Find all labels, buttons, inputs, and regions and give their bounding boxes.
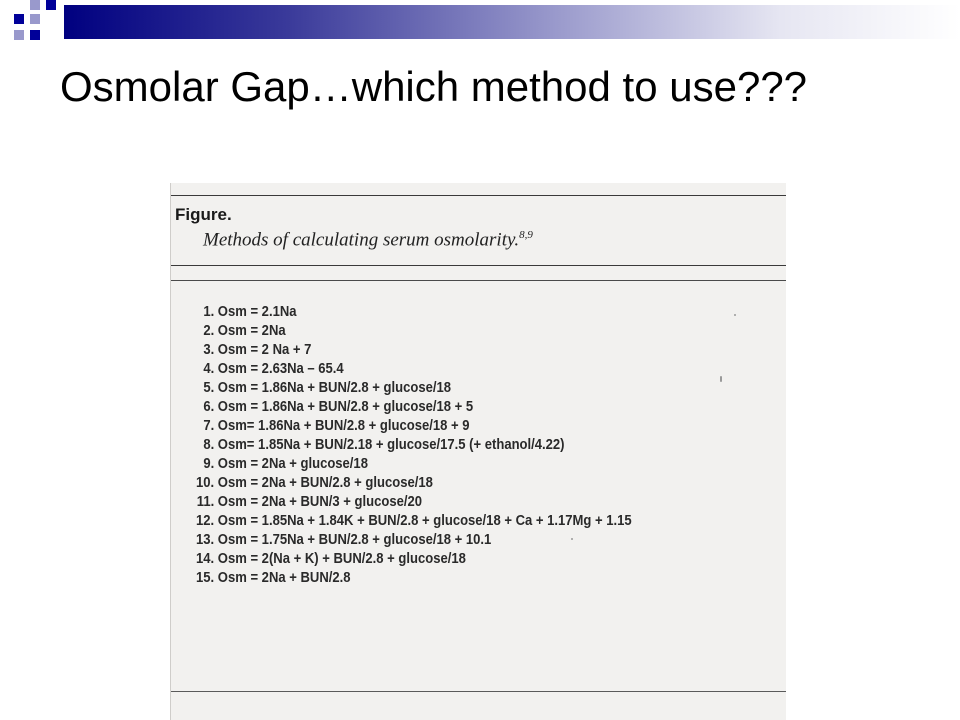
formula-text: Osm = 2(Na + K) + BUN/2.8 + glucose/18 [217,551,466,567]
decoration-square [30,0,40,10]
formula-item [189,417,632,436]
figure-label: Figure. [175,205,232,224]
figure-header-rule [171,265,786,266]
formula-text: Osm = 1.75Na + BUN/2.8 + glucose/18 + 10.1 [217,532,492,548]
formula-item [189,303,632,322]
formula-number: 2. [203,323,215,339]
formula-number: 11. [196,494,215,510]
formula-text: Osm = 2 Na + 7 [217,342,312,358]
figure-header-rule-lower [171,280,786,281]
formula-text: Osm = 2.1Na [217,304,297,320]
formula-text: Osm = 2Na + BUN/2.8 [217,570,351,586]
figure-caption-references: 8,9 [519,229,533,241]
formula-item [189,398,632,417]
formula-number: 7. [203,418,215,434]
formula-text: Osm= 1.86Na + BUN/2.8 + glucose/18 + 9 [217,418,470,434]
formula-item [189,322,632,341]
formula-item [189,512,632,531]
formula-item [189,341,632,360]
formula-number: 12. [196,513,215,529]
formula-text: Osm = 2Na + BUN/3 + glucose/20 [217,494,422,510]
figure-scan-image [170,183,786,720]
figure-bottom-rule [171,691,786,692]
formula-number: 10. [196,475,215,491]
formula-text: Osm = 2Na [217,323,286,339]
formula-text: Osm = 2Na + glucose/18 [217,456,368,472]
title-gradient-bar [64,5,960,39]
figure-caption-text: Methods of calculating serum osmolarity. [203,229,520,251]
formula-number: 13. [196,532,215,548]
figure-top-rule [171,195,786,196]
decoration-square [30,14,40,24]
formula-number: 14. [196,551,215,567]
formula-list [189,303,681,588]
formula-number: 6. [203,399,215,415]
formula-item [189,569,632,588]
formula-number: 5. [203,380,215,396]
decoration-square [14,14,24,24]
slide-title: Osmolar Gap…which method to use??? [60,63,808,110]
formula-text: Osm = 1.86Na + BUN/2.8 + glucose/18 [217,380,452,396]
decoration-square [46,0,56,10]
figure-caption [203,229,533,251]
formula-item [189,493,632,512]
scan-speck [720,376,722,382]
formula-item [189,436,632,455]
formula-text: Osm = 2Na + BUN/2.8 + glucose/18 [217,475,433,491]
formula-text: Osm = 1.85Na + 1.84K + BUN/2.8 + glucose/18 + Ca + 1.17Mg + 1.15 [217,513,632,529]
formula-number: 4. [203,361,215,377]
title-decoration-bar [0,0,960,50]
formula-text: Osm = 1.86Na + BUN/2.8 + glucose/18 + 5 [217,399,474,415]
scan-speck [734,314,736,316]
formula-item [189,531,632,550]
formula-number: 9. [203,456,215,472]
formula-number: 3. [203,342,215,358]
formula-item [189,360,632,379]
formula-text: Osm= 1.85Na + BUN/2.18 + glucose/17.5 (+ ethanol/4.22) [217,437,565,453]
formula-item [189,455,632,474]
formula-number: 8. [203,437,215,453]
formula-number: 15. [196,570,215,586]
decoration-square [30,30,40,40]
formula-number: 1. [203,304,215,320]
formula-text: Osm = 2.63Na – 65.4 [217,361,344,377]
decoration-square [14,30,24,40]
formula-item [189,379,632,398]
scan-speck [571,538,573,540]
formula-item [189,474,632,493]
formula-item [189,550,632,569]
